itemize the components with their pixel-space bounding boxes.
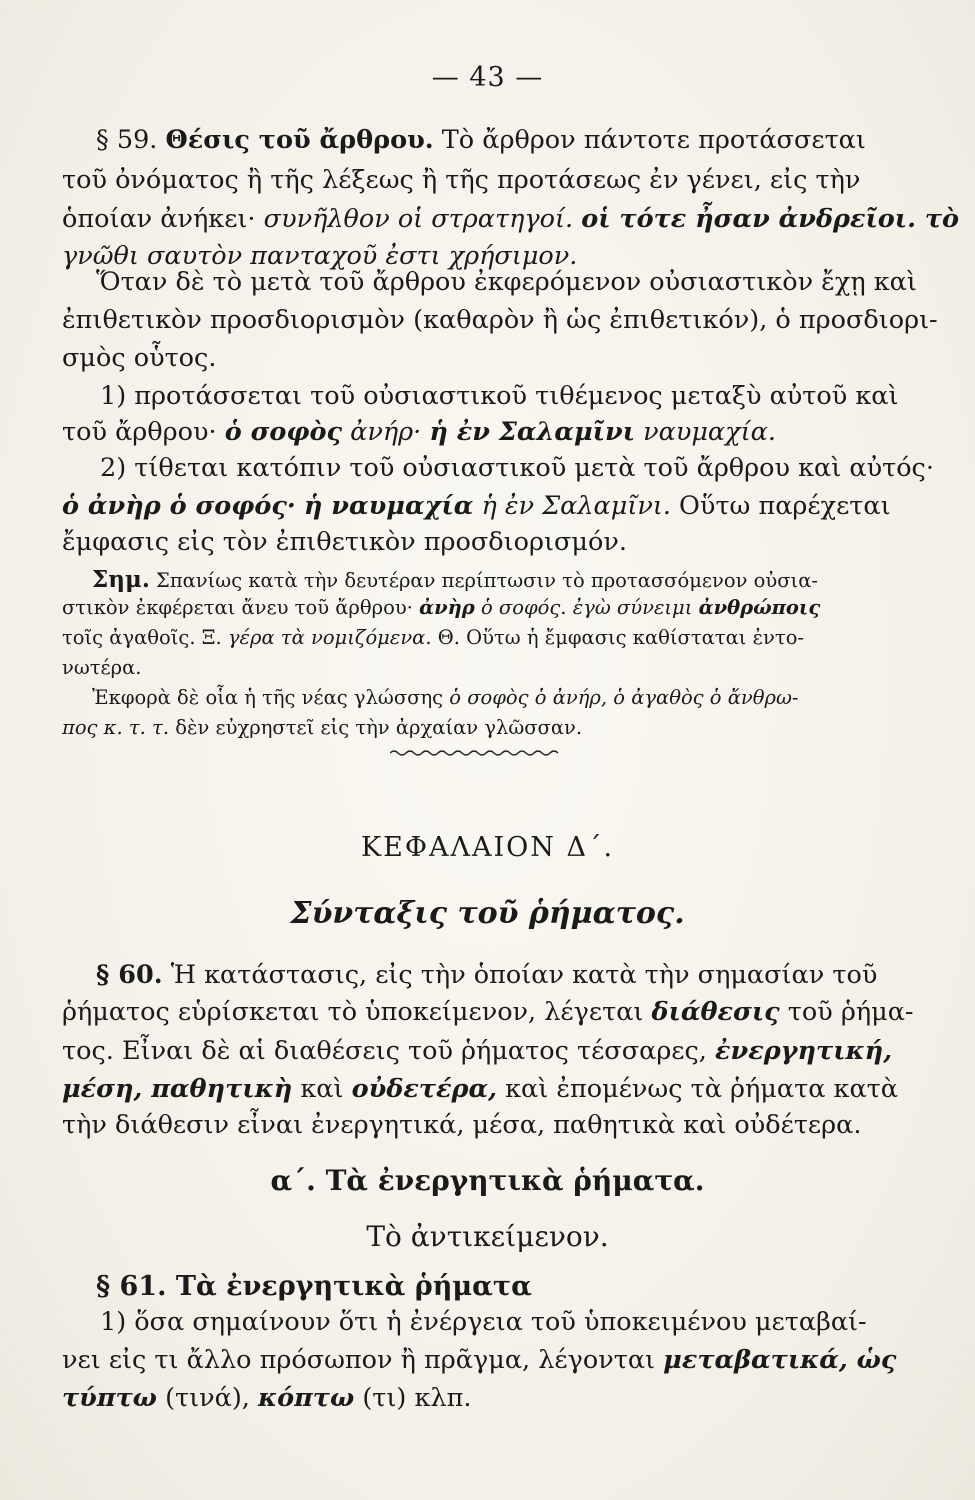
example-text: κόπτω xyxy=(258,1383,355,1413)
section-title: Θέσις τοῦ ἄρθρου. xyxy=(165,125,434,155)
text-span: Ἐκφορὰ δὲ οἷα ἡ τῆς νέας γλώσσης xyxy=(92,686,444,709)
text-span: ῥήματος εὑρίσκεται τὸ ὑποκείμενον, λέγεται xyxy=(62,997,644,1027)
text-span: καὶ ἐπομένως τὰ ῥήματα κατὰ xyxy=(505,1074,899,1104)
text-span: Οὕτω παρέχεται xyxy=(679,491,891,521)
heading-active-verbs: α΄. Τὰ ἐνεργητικὰ ῥήματα. xyxy=(270,1164,705,1197)
note-line-5 xyxy=(92,688,872,708)
text-span: Ἡ κατάστασις, εἰς τὴν ὁποίαν κατὰ τὴν σημασίαν τοῦ xyxy=(170,960,878,990)
term: διάθεσις xyxy=(651,997,780,1027)
note-line-3 xyxy=(62,628,842,648)
term: μεταβατικά, ὡς xyxy=(663,1345,897,1375)
section-59-line-6: ἐπιθετικὸν προσδιορισμὸν (καθαρὸν ἢ ὡς ἐπιθετικόν), ὁ προσδιορι- xyxy=(62,305,938,335)
section-60-line-4 xyxy=(62,1074,899,1104)
section-number: § 59. xyxy=(96,125,158,155)
text-span: δὲν εὐχρηστεῖ εἰς τὴν ἀρχαίαν γλῶσσαν. xyxy=(175,716,583,739)
text-span: τος. Εἶναι δὲ αἱ διαθέσεις τοῦ ῥήματος τέσσαρες, xyxy=(62,1036,707,1066)
note-line-1 xyxy=(92,568,872,591)
example-text: τύπτω xyxy=(62,1383,157,1413)
section-59-line-1 xyxy=(96,125,866,155)
heading-object: Τὸ ἀντικείμενον. xyxy=(366,1220,609,1253)
section-60-line-2 xyxy=(62,997,914,1027)
text-span: τοῦ ῥήμα- xyxy=(787,997,914,1027)
example-text: ὁ ἀνὴρ ὁ σοφός· xyxy=(62,491,296,521)
example-text: οἱ τότε ἦσαν ἀνδρεῖοι. τὸ xyxy=(581,204,960,234)
section-61-title: § 61. Τὰ ἐνεργητικὰ ῥήματα xyxy=(96,1271,532,1302)
section-61-line-3 xyxy=(62,1383,842,1413)
note-line-4: νωτέρα. xyxy=(62,656,142,679)
text-span: (τινά), xyxy=(165,1383,250,1413)
example-text: ἀνὴρ xyxy=(419,596,475,619)
example-text: ἀνθρώποις xyxy=(698,596,821,619)
example-text: ἐγὼ σύνειμι xyxy=(572,596,693,619)
text-span: στικὸν ἐκφέρεται ἄνευ τοῦ ἄρθρου· xyxy=(62,596,413,619)
section-59-line-9 xyxy=(62,417,842,447)
section-59-line-11 xyxy=(62,491,891,521)
term: ἐνεργητική, xyxy=(715,1036,893,1066)
text-span: ὁποίαν ἀνήκει· xyxy=(62,204,256,234)
section-number: § 60. xyxy=(96,960,163,990)
section-61-line-2 xyxy=(62,1345,897,1375)
section-60-line-5: τὴν διάθεσιν εἶναι ἐνεργητικά, μέσα, παθητικὰ καὶ οὐδέτερα. xyxy=(62,1110,862,1140)
text-span: Τὸ ἄρθρον πάντοτε προτάσσεται xyxy=(441,125,866,155)
example-text: ἀνήρ· xyxy=(350,417,422,447)
example-text: ἡ ἐν Σαλαμῖνι xyxy=(429,417,636,447)
example-text: ἡ ἐν Σαλαμῖνι. xyxy=(481,491,671,521)
section-59-line-5: Ὅταν δὲ τὸ μετὰ τοῦ ἄρθρου ἐκφερόμενον οὐσιαστικὸν ἔχῃ καὶ xyxy=(96,267,917,297)
section-59-line-12: ἔμφασις εἰς τὸν ἐπιθετικὸν προσδιορισμόν. xyxy=(62,527,627,557)
note-label: Σημ. xyxy=(92,566,150,593)
section-61-line-1: 1) ὅσα σημαίνουν ὅτι ἡ ἐνέργεια τοῦ ὑποκειμένου μεταβαί- xyxy=(100,1307,867,1337)
section-59-line-2: τοῦ ὀνόματος ἢ τῆς λέξεως ἢ τῆς προτάσεως ἐν γένει, εἰς τὴν xyxy=(62,165,861,195)
text-span: (τι) κλπ. xyxy=(362,1383,472,1413)
chapter-heading: ΚΕΦΑΛΑΙΟΝ Δ΄. xyxy=(360,832,615,863)
wavy-divider xyxy=(390,748,560,758)
term: οὐδετέρα, xyxy=(351,1074,497,1104)
text-span: τοῖς ἀγαθοῖς. Ξ. xyxy=(62,626,222,649)
example-text: ἡ ναυμαχία xyxy=(303,491,474,521)
section-59-line-3 xyxy=(62,204,960,234)
example-text: ὁ σοφός. xyxy=(480,596,567,619)
example-text: γέρα τὰ νομιζόμενα. xyxy=(227,626,432,649)
text-span: τοῦ ἄρθρου· xyxy=(62,417,217,447)
note-line-2 xyxy=(62,598,842,618)
text-span: καὶ xyxy=(300,1074,344,1104)
note-line-6 xyxy=(62,718,842,738)
text-span: νει εἰς τι ἄλλο πρόσωπον ἢ πρᾶγμα, λέγονται xyxy=(62,1345,656,1375)
chapter-title: Σύνταξις τοῦ ῥήματος. xyxy=(290,896,685,931)
section-59-line-10: 2) τίθεται κατόπιν τοῦ οὐσιαστικοῦ μετὰ τοῦ ἄρθρου καὶ αὐτός· xyxy=(100,453,934,483)
example-text: ὁ σοφὸς xyxy=(224,417,343,447)
example-text: ὁ σοφὸς ὁ ἀνήρ, ὁ ἀγαθὸς ὁ ἄνθρω- xyxy=(449,686,799,709)
example-text: συνῆλθον οἱ στρατηγοί. xyxy=(263,204,574,234)
section-59-line-8: 1) προτάσσεται τοῦ οὐσιαστικοῦ τιθέμενος μεταξὺ αὐτοῦ καὶ xyxy=(100,381,899,411)
section-60-line-3 xyxy=(62,1036,893,1066)
example-text: πος κ. τ. τ. xyxy=(62,716,170,739)
example-text: ναυμαχία. xyxy=(643,417,776,447)
section-60-line-1 xyxy=(96,960,878,990)
page-number: — 43 — xyxy=(431,62,544,93)
term: μέση, παθητικὴ xyxy=(62,1074,293,1104)
section-59-line-7: σμὸς οὗτος. xyxy=(62,343,217,373)
text-span: Σπανίως κατὰ τὴν δευτέραν περίπτωσιν τὸ προτασσόμενον οὐσια- xyxy=(156,569,818,592)
section-59-line-4: γνῶθι σαυτὸν πανταχοῦ ἐστι χρήσιμον. xyxy=(62,241,578,271)
text-span: Θ. Οὕτω ἡ ἔμφασις καθίσταται ἐντο- xyxy=(437,626,805,649)
